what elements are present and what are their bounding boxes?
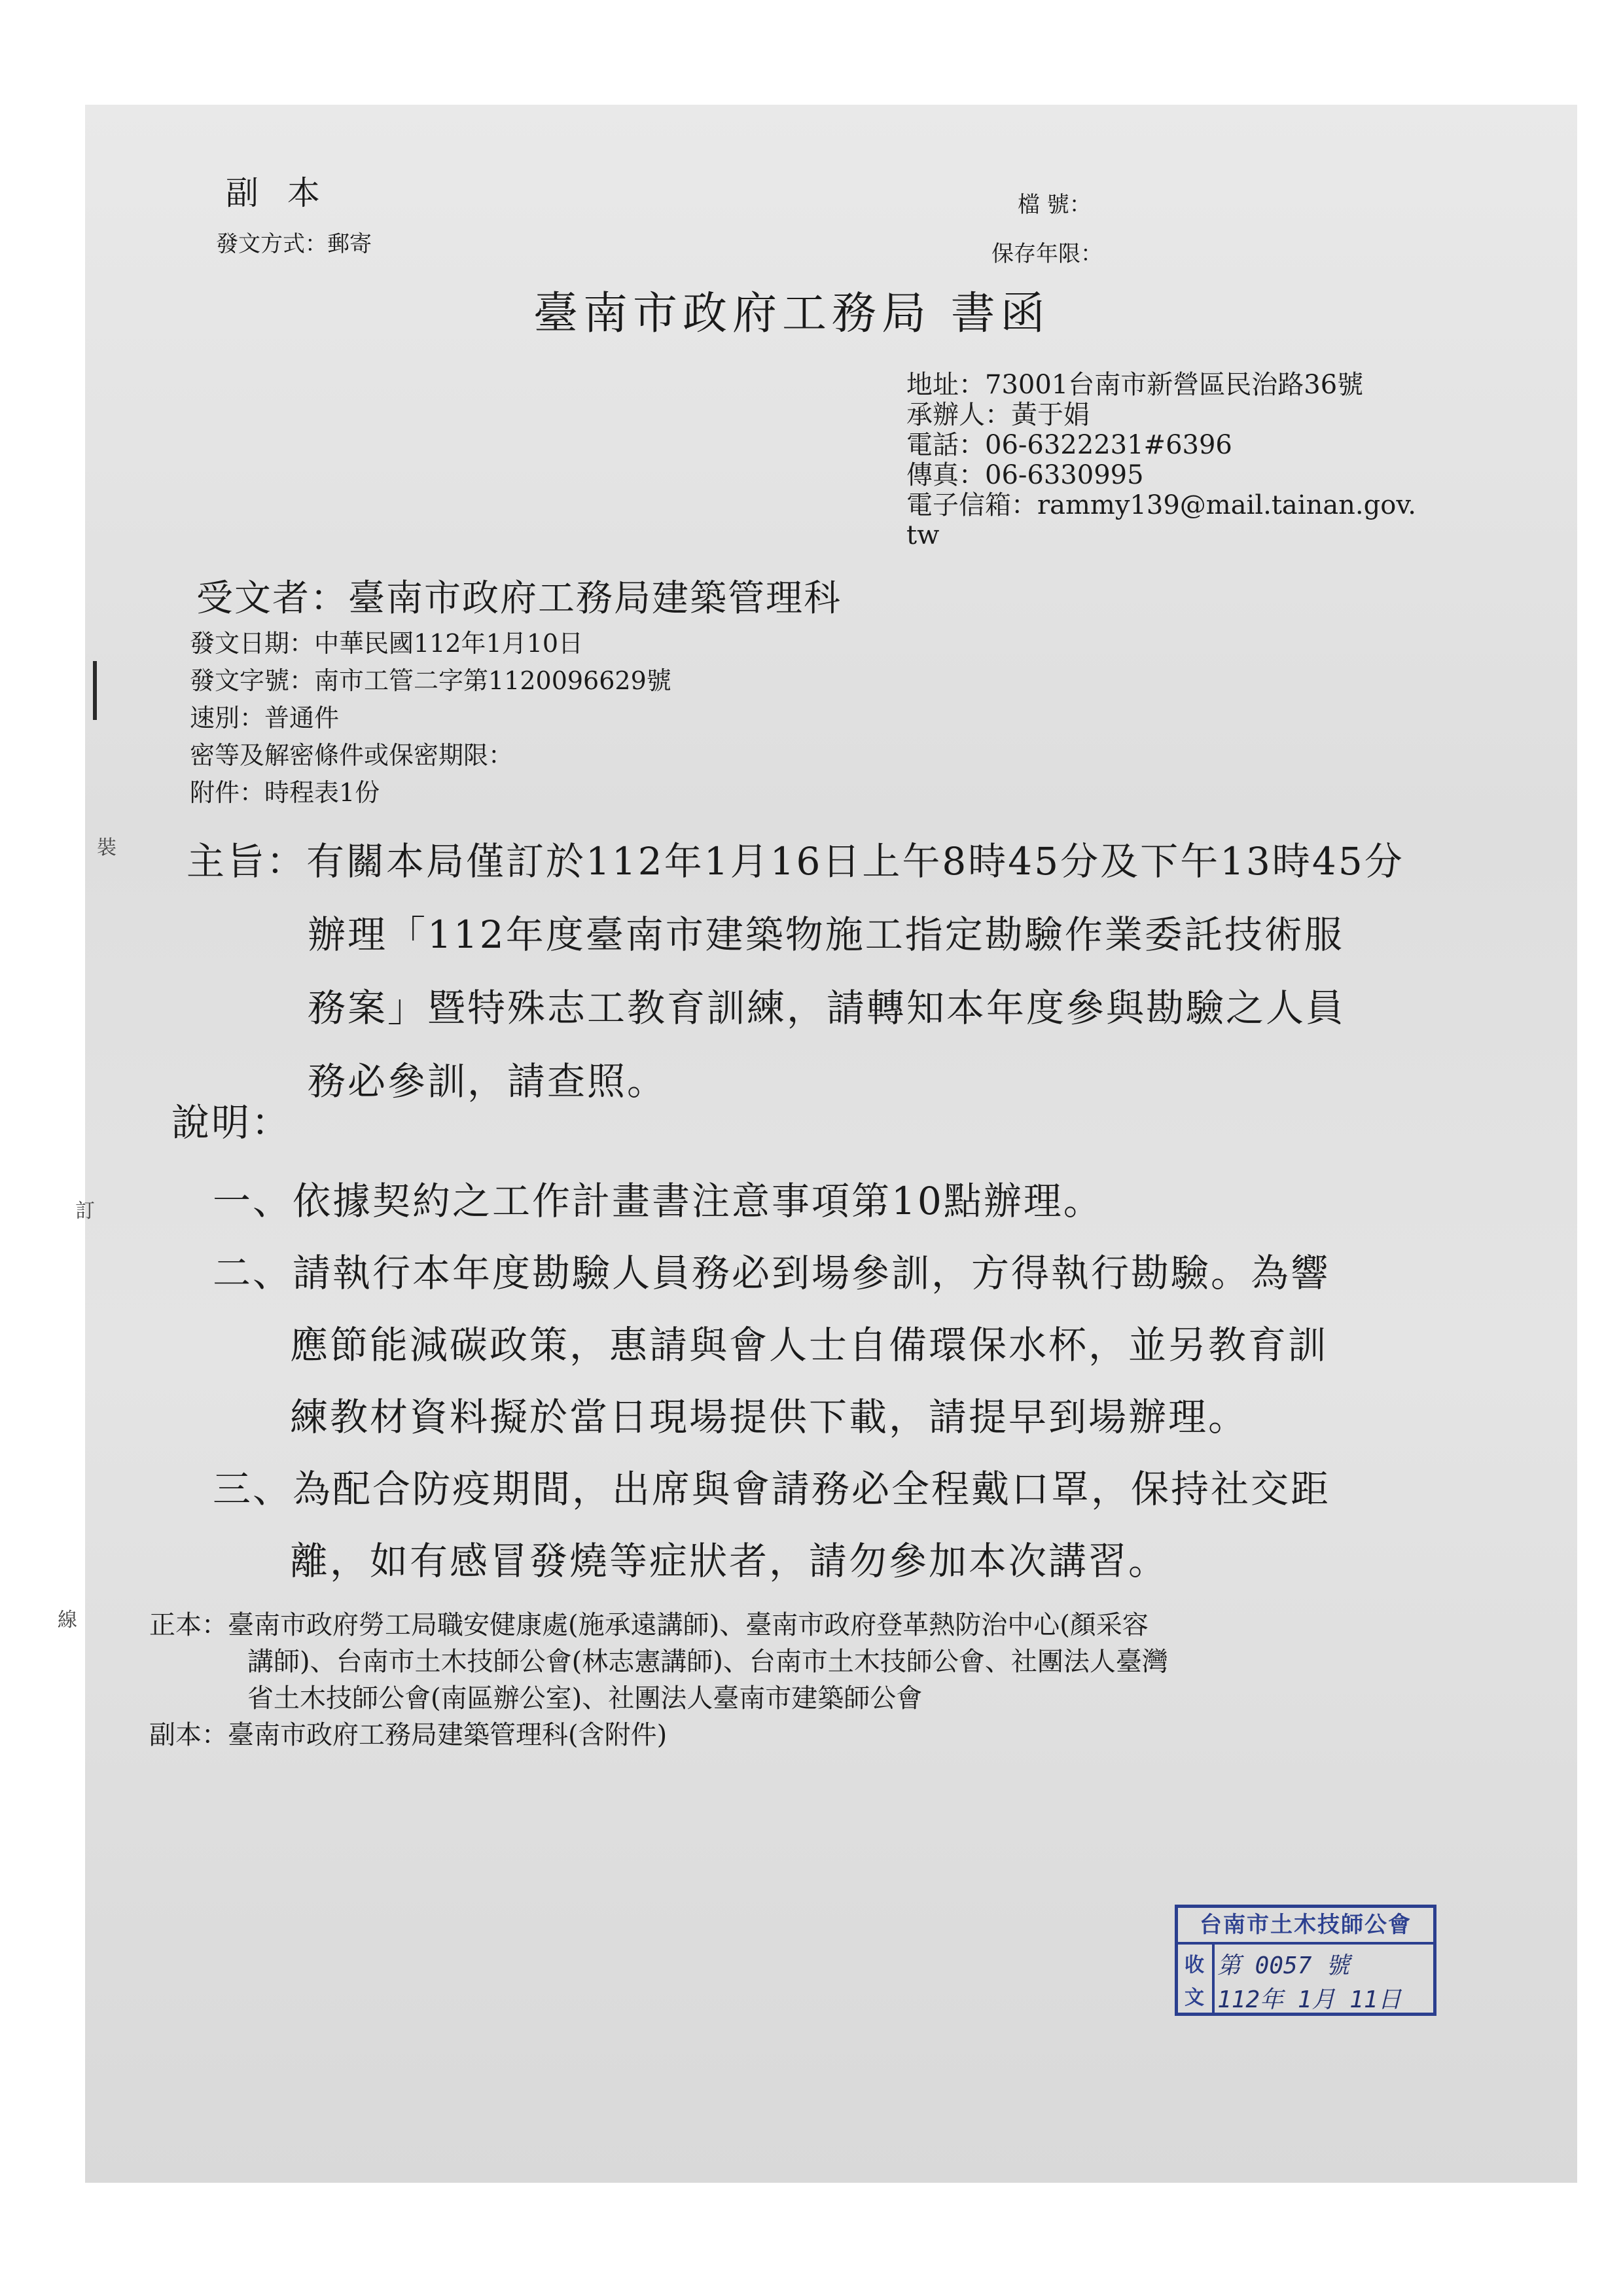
retention-period: 保存年限： bbox=[991, 241, 1103, 267]
subject-line-4: 務必參訓，請查照。 bbox=[308, 1059, 668, 1103]
contact-block bbox=[906, 370, 1416, 550]
contact-fax: 傳真：06-6330995 bbox=[906, 460, 1144, 490]
file-number: 檔 號： bbox=[1018, 192, 1092, 218]
copy-label: 副 本 bbox=[226, 174, 329, 212]
explanation-item-1: 一、依據契約之工作計畫書注意事項第10點辦理。 bbox=[213, 1179, 1103, 1223]
stamp-side bbox=[1178, 1942, 1215, 2014]
contact-handler: 承辦人：黃于娟 bbox=[906, 400, 1090, 430]
meta-block bbox=[190, 625, 671, 812]
explanation-item-3-cont: 離，如有感冒發燒等症狀者，請勿參加本次講習。 bbox=[290, 1539, 1169, 1583]
explanation-block bbox=[213, 1165, 1330, 1597]
main-recipients: 正本：臺南市政府勞工局職安健康處(施承遠講師)、臺南市政府登革熱防治中心(顏采容 bbox=[149, 1610, 1149, 1640]
distribution-block bbox=[149, 1607, 1168, 1753]
secrecy-level: 密等及解密條件或保密期限： bbox=[190, 741, 514, 770]
subject-line-1: 主旨：有關本局僅訂於112年1月16日上午8時45分及下午13時45分 bbox=[187, 839, 1404, 884]
explanation-item-2: 二、請執行本年度勘驗人員務必到場參訓，方得執行勘驗。為響 bbox=[213, 1251, 1331, 1295]
explanation-label: 說明： bbox=[171, 1100, 292, 1145]
stamp-title: 台南市土木技師公會 bbox=[1178, 1908, 1433, 1945]
main-recipients-cont: 省土木技師公會(南區辦公室)、社團法人臺南市建築師公會 bbox=[247, 1683, 923, 1713]
binding-char-xian: 線 bbox=[58, 1609, 77, 1632]
contact-phone: 電話：06-6322231#6396 bbox=[906, 430, 1232, 460]
contact-email-cont: tw bbox=[906, 520, 940, 550]
stamp-side-bottom: 文 bbox=[1185, 1986, 1204, 2009]
explanation-item-3: 三、為配合防疫期間，出席與會請務必全程戴口罩，保持社交距 bbox=[213, 1467, 1331, 1511]
stamp-received-number: 第 0057 號 bbox=[1217, 1952, 1350, 1979]
contact-email: 電子信箱：rammy139@mail.tainan.gov. bbox=[906, 490, 1416, 520]
binding-bar bbox=[93, 661, 97, 720]
contact-address: 地址：73001台南市新營區民治路36號 bbox=[906, 370, 1364, 400]
document-number: 發文字號：南市工管二字第1120096629號 bbox=[190, 666, 671, 695]
delivery-method: 發文方式：郵寄 bbox=[216, 231, 372, 257]
recipient: 受文者：臺南市政府工務局建築管理科 bbox=[196, 577, 842, 620]
stamp-received-date: 112年 1月 11日 bbox=[1217, 1986, 1402, 2013]
speed-class: 速別：普通件 bbox=[190, 704, 340, 732]
stamp-side-top: 收 bbox=[1185, 1954, 1204, 1977]
binding-char-ding: 訂 bbox=[75, 1200, 95, 1223]
subject-block bbox=[187, 825, 1404, 1118]
issue-date: 發文日期：中華民國112年1月10日 bbox=[190, 629, 584, 658]
copy-recipients: 副本：臺南市政府工務局建築管理科(含附件) bbox=[149, 1720, 668, 1750]
binding-char-zhuang: 裝 bbox=[97, 836, 116, 859]
attachment: 附件：時程表1份 bbox=[190, 778, 380, 807]
main-recipients-cont: 講師)、台南市土木技師公會(林志憲講師)、台南市土木技師公會、社團法人臺灣 bbox=[247, 1647, 1168, 1677]
explanation-item-2-cont: 練教材資料擬於當日現場提供下載，請提早到場辦理。 bbox=[290, 1395, 1249, 1439]
page-title: 臺南市政府工務局 書函 bbox=[533, 288, 1050, 340]
received-stamp bbox=[1175, 1905, 1436, 2016]
subject-line-2: 辦理「112年度臺南市建築物施工指定勘驗作業委託技術服 bbox=[308, 912, 1344, 957]
subject-line-3: 務案」暨特殊志工教育訓練，請轉知本年度參與勘驗之人員 bbox=[308, 986, 1346, 1030]
explanation-item-2-cont: 應節能減碳政策，惠請與會人士自備環保水杯，並另教育訓 bbox=[290, 1323, 1329, 1367]
